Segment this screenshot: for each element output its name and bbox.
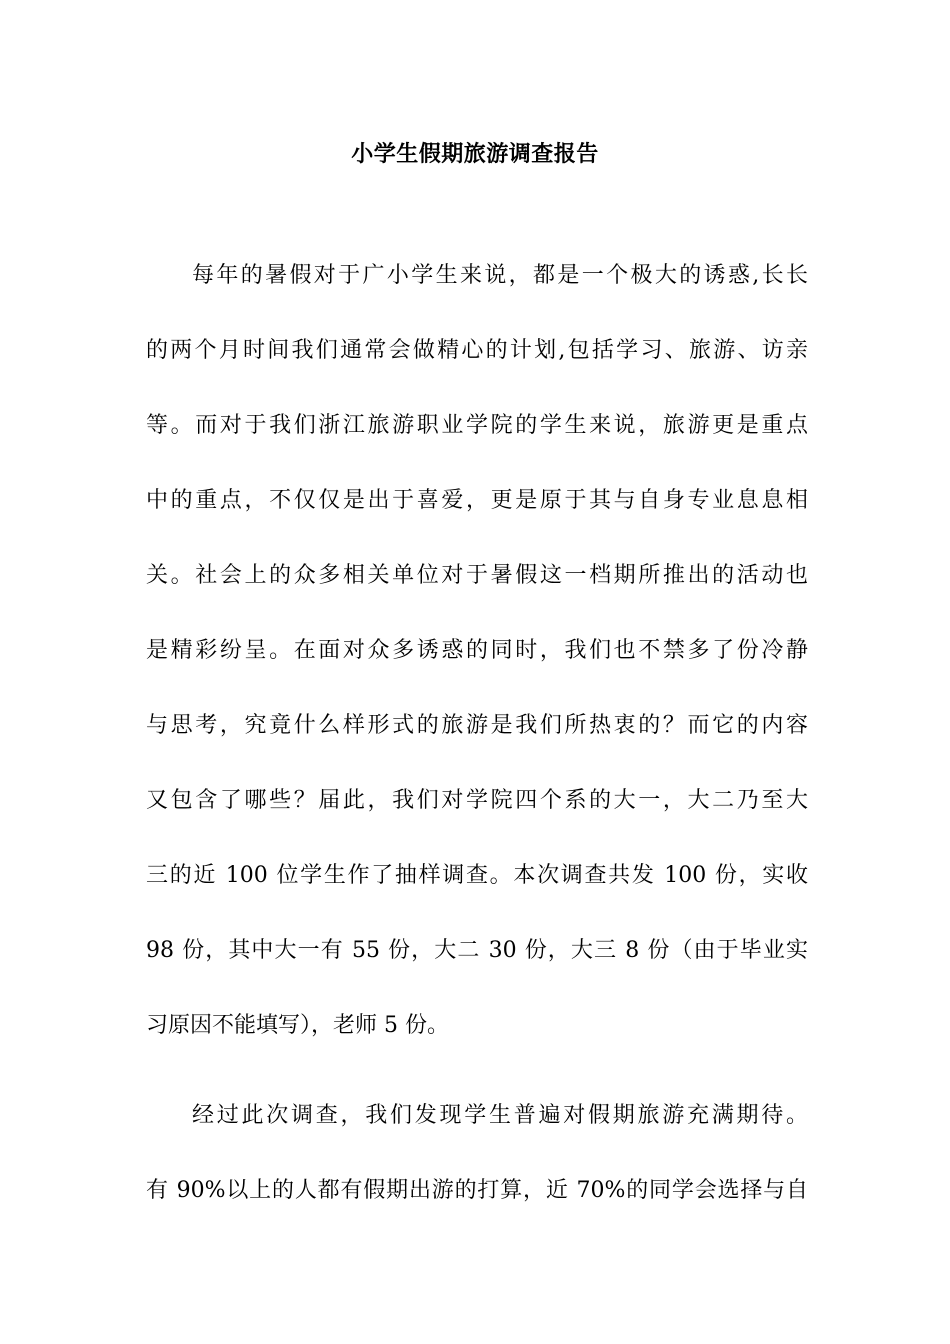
- text-line: 等。而对于我们浙江旅游职业学院的学生来说，旅游更是重点: [146, 413, 808, 438]
- text-line: 有 90%以上的人都有假期出游的打算，近 70%的同学会选择与自: [146, 1178, 808, 1203]
- text-line: 又包含了哪些？届此，我们对学院四个系的大一，大二乃至大: [146, 788, 808, 813]
- text-line: 98 份，其中大一有 55 份，大二 30 份，大三 8 份（由于毕业实: [146, 938, 808, 963]
- text-line: 的两个月时间我们通常会做精心的计划,包括学习、旅游、访亲: [146, 338, 808, 363]
- text-line: 习原因不能填写），老师 5 份。: [146, 1013, 449, 1038]
- text-line: 经过此次调查，我们发现学生普遍对假期旅游充满期待。: [192, 1103, 808, 1128]
- text-line: 三的近 100 位学生作了抽样调查。本次调查共发 100 份，实收: [146, 863, 808, 888]
- text-line: 每年的暑假对于广小学生来说，都是一个极大的诱惑,长长: [192, 263, 808, 288]
- page-title: 小学生假期旅游调查报告: [351, 141, 599, 167]
- paragraph-2: [146, 1078, 808, 1228]
- text-line: 是精彩纷呈。在面对众多诱惑的同时，我们也不禁多了份冷静: [146, 638, 808, 663]
- text-line: 关。社会上的众多相关单位对于暑假这一档期所推出的活动也: [146, 563, 808, 588]
- text-line: 与思考，究竟什么样形式的旅游是我们所热衷的？而它的内容: [146, 713, 808, 738]
- paragraph-1: [146, 238, 808, 1063]
- text-line: 中的重点，不仅仅是出于喜爱，更是原于其与自身专业息息相: [146, 488, 808, 513]
